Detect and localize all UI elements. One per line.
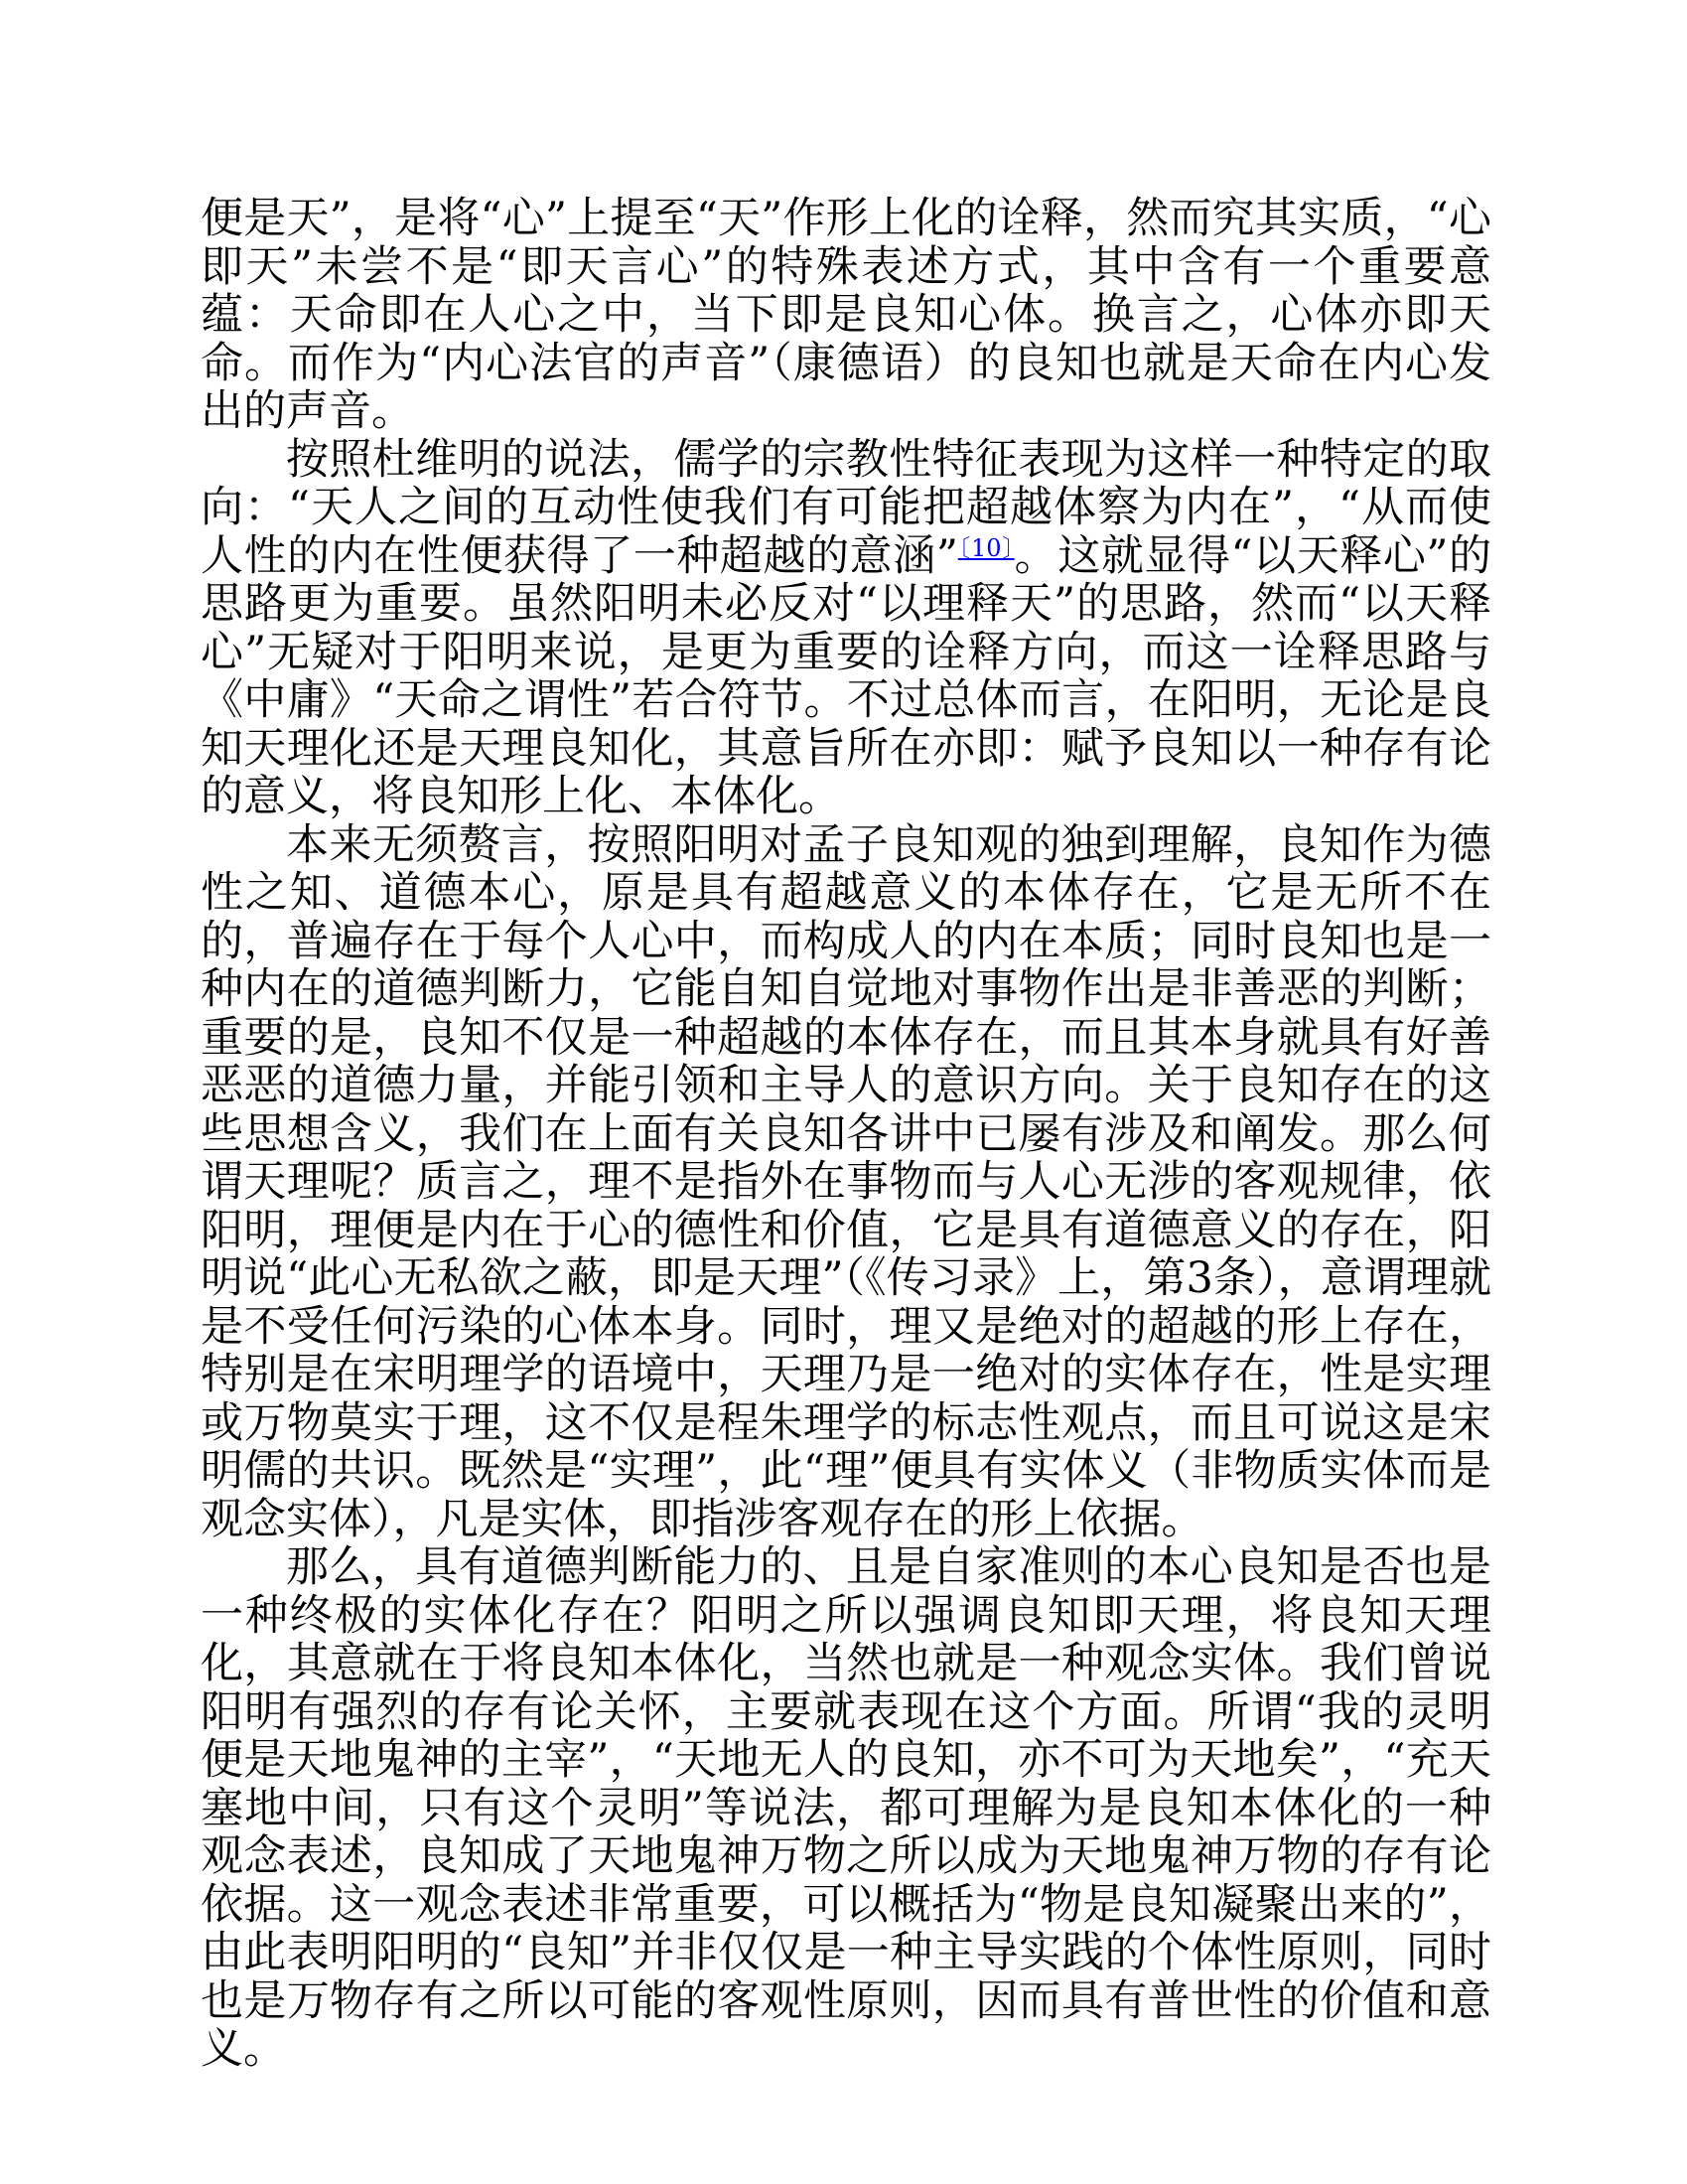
paragraph-2-text-before: 按照杜维明的说法，儒学的宗教性特征表现为这样一种特定的取向：“天人之间的互动性使我们有可能把超越体察为内在”，“从而使人性的内在性便获得了一种超越的意涵” bbox=[201, 434, 1491, 581]
paragraph-4: 那么，具有道德判断能力的、且是自家准则的本心良知是否也是一种终极的实体化存在？阳明之所以强调良知即天理，将良知天理化，其意就在于将良知本体化，当然也就是一种观念实体。我们曾说阳明有强烈的存有论关怀，主要就表现在这个方面。所谓“我的灵明便是天地鬼神的主宰”，“天地无人的良知，亦不可为天地矣”，“充天塞地中间，只有这个灵明”等说法，都可理解为是良知本体化的一种观念表述，良知成了天地鬼神万物之所以成为天地鬼神万物的存有论依据。这一观念表述非常重要，可以概括为“物是良知凝聚出来的”，由此表明阳明的“良知”并非仅仅是一种主导实践的个体性原则，同时也是万物存有之所以可能的客观性原则，因而具有普世性的价值和意义。 bbox=[201, 1542, 1491, 2074]
footnote-link-10[interactable]: 〔10〕 bbox=[957, 533, 1015, 562]
paragraph-2-text-after: 。这就显得“以天释心”的思路更为重要。虽然阳明未必反对“以理释天”的思路，然而“以天释心”无疑对于阳明来说，是更为重要的诠释方向，而这一诠释思路与《中庸》“天命之谓性”若合符节。不过总体而言，在阳明，无论是良知天理化还是天理良知化，其意旨所在亦即：赋予良知以一种存有论的意义，将良知形上化、本体化。 bbox=[201, 530, 1491, 821]
paragraph-2 bbox=[201, 436, 1491, 821]
paragraph-1: 便是天”，是将“心”上提至“天”作形上化的诠释，然而究其实质，“心即天”未尝不是“即天言心”的特殊表述方式，其中含有一个重要意蕴：天命即在人心之中，当下即是良知心体。换言之，心体亦即天命。而作为“内心法官的声音”（康德语）的良知也就是天命在内心发出的声音。 bbox=[201, 194, 1491, 436]
page-body bbox=[201, 195, 1491, 2074]
paragraph-3: 本来无须赘言，按照阳明对孟子良知观的独到理解，良知作为德性之知、道德本心，原是具有超越意义的本体存在，它是无所不在的，普遍存在于每个人心中，而构成人的内在本质；同时良知也是一种内在的道德判断力，它能自知自觉地对事物作出是非善恶的判断；重要的是，良知不仅是一种超越的本体存在，而且其本身就具有好善恶恶的道德力量，并能引领和主导人的意识方向。关于良知存在的这些思想含义，我们在上面有关良知各讲中已屡有涉及和阐发。那么何谓天理呢？质言之，理不是指外在事物而与人心无涉的客观规律，依阳明，理便是内在于心的德性和价值，它是具有道德意义的存在，阳明说“此心无私欲之蔽，即是天理”（《传习录》上，第3条），意谓理就是不受任何污染的心体本身。同时，理又是绝对的超越的形上存在，特别是在宋明理学的语境中，天理乃是一绝对的实体存在，性是实理或万物莫实于理，这不仅是程朱理学的标志性观点，而且可说这是宋明儒的共识。既然是“实理”，此“理”便具有实体义（非物质实体而是观念实体），凡是实体，即指涉客观存在的形上依据。 bbox=[201, 819, 1491, 1544]
